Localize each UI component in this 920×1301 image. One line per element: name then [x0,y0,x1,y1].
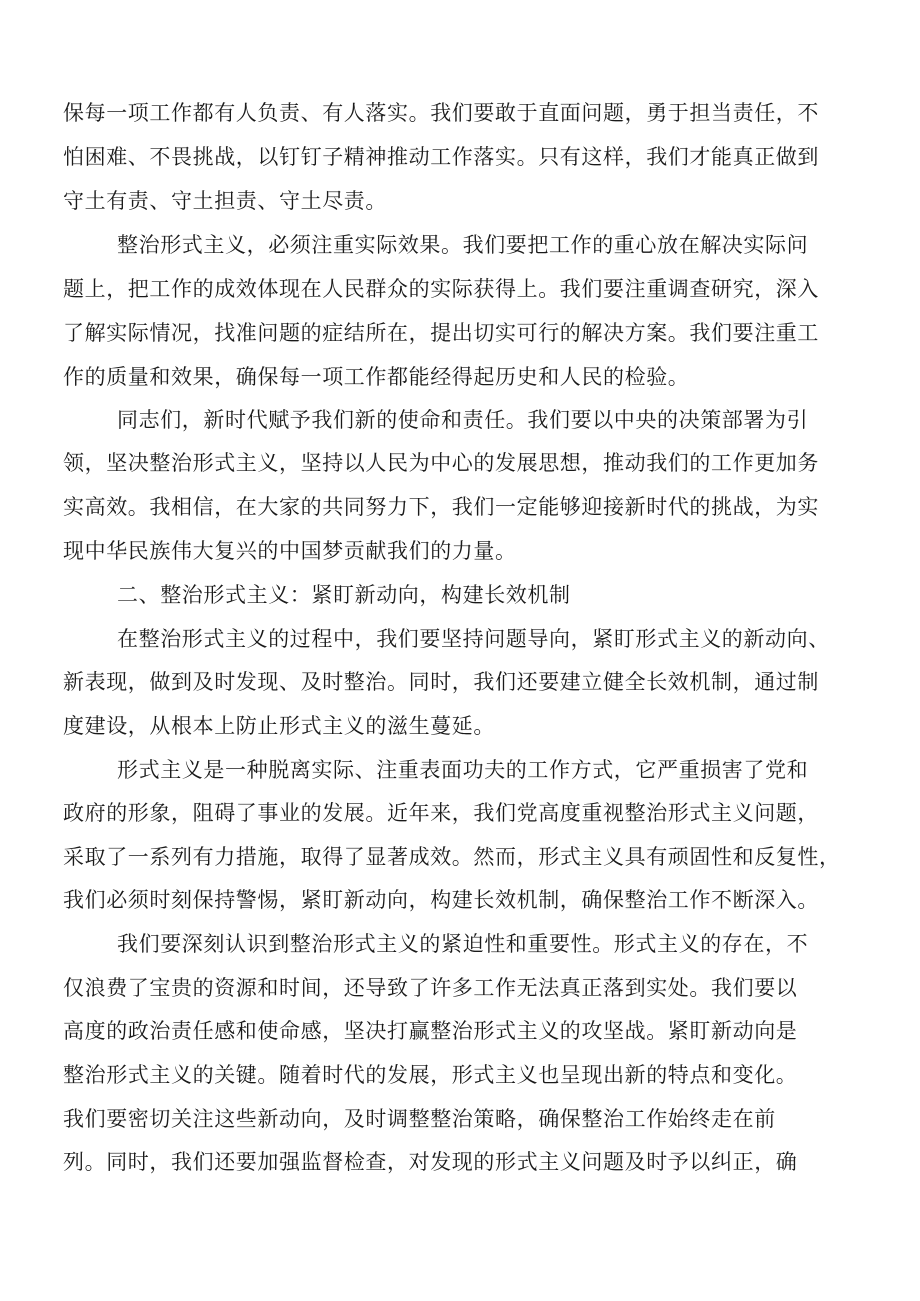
body-line: 列。同时，我们还要加强监督检查，对发现的形式主义问题及时予以纠正，确 [63,1150,798,1174]
body-line: 政府的形象，阻碍了事业的发展。近年来，我们党高度重视整治形式主义问题， [63,801,819,825]
body-line: 题上，把工作的成效体现在人民群众的实际获得上。我们要注重调查研究，深入 [63,277,819,301]
body-line: 实高效。我相信，在大家的共同努力下，我们一定能够迎接新时代的挑战，为实 [63,495,819,519]
body-line: 怕困难、不畏挑战，以钉钉子精神推动工作落实。只有这样，我们才能真正做到 [63,145,819,169]
body-line: 领，坚决整治形式主义，坚持以人民为中心的发展思想，推动我们的工作更加务 [63,451,819,475]
section-heading: 二、整治形式主义：紧盯新动向，构建长效机制 [117,583,571,607]
body-line: 现中华民族伟大复兴的中国梦贡献我们的力量。 [63,539,517,563]
body-line: 整治形式主义的关键。随着时代的发展，形式主义也呈现出新的特点和变化。 [63,1063,798,1087]
body-line: 作的质量和效果，确保每一项工作都能经得起历史和人民的检验。 [63,365,690,389]
body-line: 度建设，从根本上防止形式主义的滋生蔓延。 [63,714,495,738]
body-line: 同志们，新时代赋予我们新的使命和责任。我们要以中央的决策部署为引 [117,408,809,432]
body-line: 高度的政治责任感和使命感，坚决打赢整治形式主义的攻坚战。紧盯新动向是 [63,1019,798,1043]
body-line: 我们要密切关注这些新动向，及时调整整治策略，确保整治工作始终走在前 [63,1107,776,1131]
body-line: 了解实际情况，找准问题的症结所在，提出切实可行的解决方案。我们要注重工 [63,321,819,345]
body-line: 形式主义是一种脱离实际、注重表面功夫的工作方式，它严重损害了党和 [117,758,809,782]
body-line: 保每一项工作都有人负责、有人落实。我们要敢于直面问题，勇于担当责任，不 [63,101,819,125]
body-line: 在整治形式主义的过程中，我们要坚持问题导向，紧盯形式主义的新动向、 [117,627,830,651]
body-line: 我们必须时刻保持警惕，紧盯新动向，构建长效机制，确保整治工作不断深入。 [63,888,819,912]
body-line: 采取了一系列有力措施，取得了显著成效。然而，形式主义具有顽固性和反复性， [63,845,841,869]
body-line: 我们要深刻认识到整治形式主义的紧迫性和重要性。形式主义的存在，不 [117,932,809,956]
body-line: 新表现，做到及时发现、及时整治。同时，我们还要建立健全长效机制，通过制 [63,670,819,694]
body-line: 整治形式主义，必须注重实际效果。我们要把工作的重心放在解决实际问 [117,233,809,257]
body-line: 守土有责、守土担责、守土尽责。 [63,189,387,213]
body-line: 仅浪费了宝贵的资源和时间，还导致了许多工作无法真正落到实处。我们要以 [63,976,798,1000]
